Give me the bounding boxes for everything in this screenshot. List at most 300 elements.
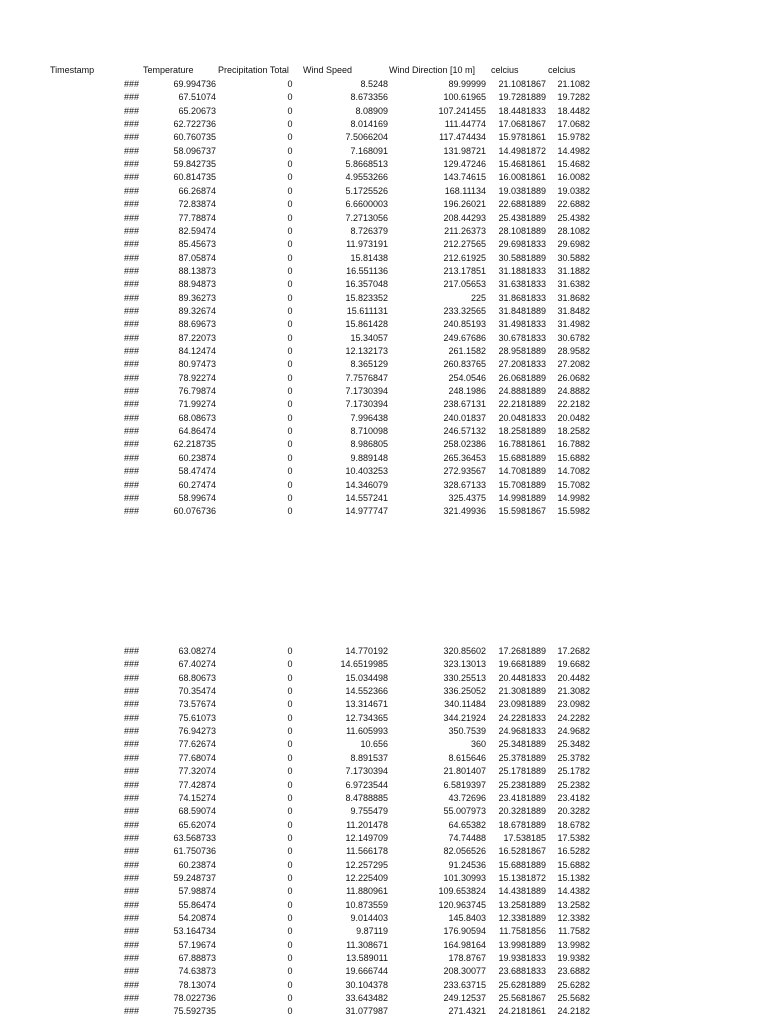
cell-wind-speed: 11.566178 [346, 846, 388, 857]
cell-temperature: 71.99274 [178, 399, 216, 410]
header-timestamp: Timestamp [50, 65, 95, 75]
cell-timestamp: ### [124, 1006, 140, 1017]
cell-wind-direction: 208.30077 [443, 966, 486, 977]
cell-wind-direction: 89.99999 [448, 79, 486, 89]
cell-temperature: 67.51074 [178, 92, 216, 103]
cell-temperature: 66.26874 [178, 185, 216, 196]
cell-precipitation: 0 [287, 872, 293, 883]
cell-precipitation: 0 [287, 252, 293, 263]
cell-temperature: 60.760735 [173, 132, 216, 143]
table-row [0, 805, 768, 818]
cell-precipitation: 0 [287, 399, 293, 410]
cell-timestamp: ### [124, 739, 140, 750]
cell-precipitation: 0 [287, 966, 293, 977]
cell-timestamp: ### [124, 779, 140, 790]
cell-temperature: 78.022736 [173, 993, 216, 1004]
cell-celcius-2: 15.4682 [557, 159, 590, 170]
cell-celcius-2: 15.5982 [557, 506, 590, 517]
cell-precipitation: 0 [287, 806, 293, 817]
table-row [0, 885, 768, 898]
cell-timestamp: ### [124, 439, 140, 450]
cell-timestamp: ### [124, 899, 140, 910]
cell-temperature: 72.83874 [178, 199, 216, 210]
cell-celcius-2: 21.1082 [557, 79, 590, 89]
cell-precipitation: 0 [287, 199, 293, 210]
cell-wind-direction: 107.241455 [438, 105, 486, 116]
cell-temperature: 68.08673 [178, 412, 216, 423]
cell-wind-speed: 11.605993 [346, 726, 388, 737]
table-row [0, 278, 768, 291]
table-row [0, 292, 768, 305]
cell-timestamp: ### [124, 105, 140, 116]
cell-celcius-2: 19.0382 [557, 185, 590, 196]
cell-timestamp: ### [124, 686, 140, 697]
cell-precipitation: 0 [287, 492, 293, 503]
cell-celcius-1: 11.7581856 [499, 926, 546, 937]
cell-timestamp: ### [124, 452, 140, 463]
cell-celcius-1: 21.3081889 [498, 686, 546, 697]
cell-temperature: 88.13873 [178, 265, 216, 276]
table-row [0, 738, 768, 751]
cell-celcius-1: 28.9581889 [498, 346, 546, 356]
cell-celcius-2: 18.2582 [557, 426, 590, 437]
cell-wind-direction: 196.26021 [443, 199, 486, 210]
cell-wind-speed: 7.996438 [350, 412, 388, 423]
cell-wind-direction: 254.0546 [448, 372, 486, 383]
table-row [0, 845, 768, 858]
cell-celcius-2: 21.3082 [557, 686, 590, 697]
cell-celcius-2: 19.7282 [557, 92, 590, 103]
cell-celcius-2: 14.4382 [557, 886, 590, 897]
cell-wind-speed: 15.034498 [345, 672, 388, 683]
cell-celcius-2: 24.2182 [557, 1006, 590, 1017]
cell-timestamp: ### [124, 292, 140, 303]
cell-celcius-1: 15.6881889 [498, 452, 546, 463]
cell-wind-direction: 176.90594 [443, 926, 486, 937]
cell-celcius-1: 31.1881833 [498, 265, 546, 276]
cell-celcius-2: 15.6882 [557, 452, 590, 463]
cell-wind-direction: 320.85602 [443, 646, 486, 656]
table-row [0, 672, 768, 685]
cell-timestamp: ### [124, 506, 140, 517]
cell-precipitation: 0 [287, 913, 293, 923]
cell-celcius-1: 14.9981889 [498, 492, 546, 503]
cell-wind-speed: 8.4788885 [345, 792, 388, 803]
cell-celcius-1: 25.4381889 [498, 212, 546, 223]
cell-precipitation: 0 [287, 846, 293, 857]
cell-celcius-2: 23.0982 [557, 699, 590, 710]
cell-wind-direction: 321.49936 [443, 506, 486, 517]
cell-temperature: 59.248737 [173, 872, 216, 883]
cell-precipitation: 0 [287, 79, 293, 89]
cell-wind-speed: 14.977747 [345, 506, 388, 517]
cell-wind-direction: 213.17851 [443, 265, 486, 276]
cell-precipitation: 0 [287, 859, 293, 870]
table-row [0, 91, 768, 104]
cell-timestamp: ### [124, 913, 140, 923]
cell-wind-speed: 7.1730394 [345, 766, 388, 777]
cell-wind-speed: 14.552366 [345, 686, 388, 697]
cell-temperature: 89.32674 [178, 305, 216, 316]
cell-timestamp: ### [124, 119, 140, 130]
cell-precipitation: 0 [287, 726, 293, 737]
cell-celcius-2: 25.3482 [557, 739, 590, 750]
cell-celcius-1: 25.3481889 [498, 739, 546, 750]
cell-timestamp: ### [124, 132, 140, 143]
cell-timestamp: ### [124, 726, 140, 737]
cell-timestamp: ### [124, 792, 140, 803]
cell-precipitation: 0 [287, 452, 293, 463]
cell-timestamp: ### [124, 159, 140, 170]
cell-wind-speed: 9.755479 [350, 806, 388, 817]
cell-wind-direction: 323.13013 [443, 659, 486, 670]
cell-celcius-1: 14.4381889 [498, 886, 546, 897]
cell-precipitation: 0 [287, 172, 293, 183]
cell-precipitation: 0 [287, 185, 293, 196]
cell-celcius-1: 15.4681861 [498, 159, 546, 170]
cell-wind-speed: 12.734365 [345, 712, 388, 723]
cell-celcius-2: 28.9582 [557, 346, 590, 356]
table-row [0, 832, 768, 845]
cell-wind-direction: 344.21924 [443, 712, 486, 723]
table-row [0, 238, 768, 251]
cell-celcius-2: 19.9382 [557, 953, 590, 964]
table-row [0, 398, 768, 411]
cell-wind-speed: 5.1725526 [345, 185, 388, 196]
cell-precipitation: 0 [287, 739, 293, 750]
cell-temperature: 77.32074 [178, 766, 216, 777]
cell-temperature: 78.92274 [178, 372, 216, 383]
cell-timestamp: ### [124, 319, 140, 330]
cell-celcius-2: 23.6882 [557, 966, 590, 977]
cell-celcius-2: 18.4482 [557, 105, 590, 116]
cell-wind-speed: 9.014403 [350, 913, 388, 923]
cell-temperature: 60.814735 [173, 172, 216, 183]
cell-precipitation: 0 [287, 265, 293, 276]
cell-celcius-2: 31.8482 [557, 305, 590, 316]
cell-timestamp: ### [124, 79, 140, 89]
cell-timestamp: ### [124, 806, 140, 817]
table-row [0, 385, 768, 398]
table-row [0, 452, 768, 465]
cell-celcius-2: 27.2082 [557, 359, 590, 370]
cell-wind-speed: 7.7576847 [345, 372, 388, 383]
cell-temperature: 80.97473 [178, 359, 216, 370]
cell-celcius-2: 15.1382 [557, 872, 590, 883]
cell-wind-direction: 164.98164 [443, 939, 486, 950]
table-row [0, 658, 768, 671]
cell-wind-speed: 11.201478 [346, 819, 388, 830]
cell-celcius-2: 25.2382 [557, 779, 590, 790]
cell-timestamp: ### [124, 172, 140, 183]
cell-celcius-2: 31.8682 [557, 292, 590, 303]
table-row [0, 979, 768, 992]
cell-temperature: 60.23874 [178, 859, 216, 870]
cell-celcius-2: 24.2282 [557, 712, 590, 723]
table-row [0, 792, 768, 805]
table-row [0, 158, 768, 171]
cell-temperature: 61.750736 [173, 846, 216, 857]
table-row [0, 438, 768, 451]
cell-wind-speed: 8.710098 [350, 426, 388, 437]
cell-celcius-1: 21.1081867 [498, 79, 546, 89]
cell-wind-direction: 109.653824 [438, 886, 486, 897]
cell-celcius-2: 31.6382 [557, 279, 590, 290]
cell-precipitation: 0 [287, 159, 293, 170]
cell-precipitation: 0 [287, 659, 293, 670]
cell-wind-direction: 328.67133 [443, 479, 486, 490]
cell-wind-direction: 131.98721 [443, 145, 486, 156]
cell-timestamp: ### [124, 145, 140, 156]
cell-celcius-2: 16.7882 [557, 439, 590, 450]
cell-wind-speed: 10.656 [360, 739, 388, 750]
table-row [0, 992, 768, 1005]
cell-celcius-1: 31.4981833 [498, 319, 546, 330]
cell-precipitation: 0 [287, 819, 293, 830]
cell-celcius-2: 14.7082 [557, 466, 590, 477]
cell-wind-direction: 21.801407 [443, 766, 486, 777]
cell-temperature: 77.68074 [178, 752, 216, 763]
cell-temperature: 68.59074 [178, 806, 216, 817]
cell-celcius-1: 28.1081889 [498, 225, 546, 236]
table-row [0, 345, 768, 358]
cell-timestamp: ### [124, 305, 140, 316]
cell-wind-speed: 19.666744 [345, 966, 388, 977]
cell-wind-speed: 30.104378 [345, 979, 388, 990]
cell-celcius-2: 24.8882 [557, 386, 590, 397]
cell-wind-speed: 12.225409 [345, 872, 388, 883]
cell-precipitation: 0 [287, 466, 293, 477]
cell-precipitation: 0 [287, 319, 293, 330]
cell-precipitation: 0 [287, 899, 293, 910]
cell-celcius-1: 13.2581889 [498, 899, 546, 910]
cell-wind-direction: 100.61965 [443, 92, 486, 103]
table-row [0, 685, 768, 698]
cell-wind-speed: 13.589011 [346, 953, 388, 964]
cell-celcius-2: 26.0682 [557, 372, 590, 383]
cell-timestamp: ### [124, 766, 140, 777]
cell-wind-speed: 11.880961 [346, 886, 388, 897]
table-row [0, 225, 768, 238]
cell-celcius-1: 18.6781889 [498, 819, 546, 830]
cell-celcius-2: 20.4482 [557, 672, 590, 683]
cell-timestamp: ### [124, 399, 140, 410]
cell-wind-direction: 145.8403 [448, 913, 486, 923]
cell-timestamp: ### [124, 492, 140, 503]
cell-celcius-2: 18.6782 [557, 819, 590, 830]
table-row [0, 465, 768, 478]
cell-temperature: 60.27474 [178, 479, 216, 490]
cell-celcius-1: 15.9781861 [498, 132, 546, 143]
cell-wind-direction: 238.67131 [443, 399, 486, 410]
cell-celcius-2: 23.4182 [557, 792, 590, 803]
cell-wind-direction: 233.63715 [443, 979, 486, 990]
table-row [0, 78, 768, 91]
cell-celcius-2: 15.7082 [557, 479, 590, 490]
cell-precipitation: 0 [287, 346, 293, 356]
cell-wind-direction: 82.056526 [443, 846, 486, 857]
header-celcius-2: celcius [548, 65, 576, 75]
cell-temperature: 75.592735 [173, 1006, 216, 1017]
table-row [0, 372, 768, 385]
cell-celcius-1: 19.7281889 [498, 92, 546, 103]
table-row [0, 645, 768, 658]
cell-celcius-1: 15.1381872 [498, 872, 546, 883]
cell-celcius-2: 25.3782 [557, 752, 590, 763]
cell-celcius-1: 25.1781889 [498, 766, 546, 777]
cell-precipitation: 0 [287, 332, 293, 343]
cell-temperature: 82.59474 [178, 225, 216, 236]
cell-celcius-1: 17.2681889 [498, 646, 546, 656]
cell-celcius-1: 25.3781889 [498, 752, 546, 763]
table-row [0, 872, 768, 885]
cell-wind-direction: 129.47246 [443, 159, 486, 170]
cell-celcius-2: 19.6682 [557, 659, 590, 670]
cell-celcius-2: 16.5282 [557, 846, 590, 857]
cell-celcius-1: 29.6981833 [498, 239, 546, 250]
cell-celcius-1: 18.2581889 [498, 426, 546, 437]
cell-celcius-1: 24.2281833 [498, 712, 546, 723]
header-celcius-1: celcius [491, 65, 519, 75]
table-row [0, 185, 768, 198]
table-row [0, 425, 768, 438]
table-row [0, 505, 768, 518]
cell-wind-direction: 233.32565 [443, 305, 486, 316]
cell-celcius-1: 15.7081889 [498, 479, 546, 490]
cell-precipitation: 0 [287, 145, 293, 156]
cell-wind-speed: 9.87119 [356, 926, 388, 937]
cell-precipitation: 0 [287, 212, 293, 223]
cell-wind-speed: 6.9723544 [345, 779, 388, 790]
cell-wind-direction: 211.26373 [444, 225, 486, 236]
cell-wind-speed: 14.770192 [345, 646, 388, 656]
cell-timestamp: ### [124, 225, 140, 236]
cell-precipitation: 0 [287, 305, 293, 316]
table-row [0, 899, 768, 912]
table-row [0, 479, 768, 492]
cell-precipitation: 0 [287, 439, 293, 450]
cell-wind-direction: 249.67686 [443, 332, 486, 343]
cell-celcius-2: 30.5882 [557, 252, 590, 263]
cell-timestamp: ### [124, 712, 140, 723]
cell-wind-direction: 55.007973 [443, 806, 486, 817]
table-row [0, 725, 768, 738]
table-row [0, 912, 768, 925]
cell-timestamp: ### [124, 846, 140, 857]
cell-temperature: 74.63873 [178, 966, 216, 977]
cell-celcius-2: 17.5382 [557, 832, 590, 843]
cell-celcius-1: 24.8881889 [498, 386, 546, 397]
cell-celcius-2: 29.6982 [557, 239, 590, 250]
cell-wind-direction: 168.11134 [444, 185, 486, 196]
cell-celcius-1: 24.2181861 [498, 1006, 546, 1017]
cell-wind-speed: 8.673356 [350, 92, 388, 103]
cell-wind-speed: 8.014169 [350, 119, 388, 130]
cell-celcius-1: 30.5881889 [498, 252, 546, 263]
cell-wind-direction: 91.24536 [448, 859, 486, 870]
table-row [0, 198, 768, 211]
cell-precipitation: 0 [287, 119, 293, 130]
cell-celcius-2: 31.4982 [557, 319, 590, 330]
cell-wind-direction: 272.93567 [443, 466, 486, 477]
cell-celcius-1: 23.0981889 [498, 699, 546, 710]
cell-celcius-1: 17.538185 [503, 832, 546, 843]
cell-timestamp: ### [124, 872, 140, 883]
cell-wind-direction: 212.27565 [443, 239, 486, 250]
cell-temperature: 65.20673 [178, 105, 216, 116]
cell-wind-direction: 350.7539 [448, 726, 486, 737]
cell-wind-speed: 7.5066204 [345, 132, 388, 143]
table-row [0, 212, 768, 225]
cell-precipitation: 0 [287, 506, 293, 517]
cell-timestamp: ### [124, 953, 140, 964]
cell-timestamp: ### [124, 426, 140, 437]
cell-wind-speed: 6.6600003 [345, 199, 388, 210]
cell-temperature: 77.78874 [178, 212, 216, 223]
cell-wind-speed: 8.986805 [350, 439, 388, 450]
cell-precipitation: 0 [287, 412, 293, 423]
cell-wind-speed: 8.08909 [355, 105, 388, 116]
cell-celcius-1: 25.2381889 [498, 779, 546, 790]
cell-wind-speed: 16.551136 [346, 265, 388, 276]
cell-celcius-2: 22.6882 [557, 199, 590, 210]
cell-wind-speed: 5.8668513 [345, 159, 388, 170]
cell-precipitation: 0 [287, 239, 293, 250]
cell-precipitation: 0 [287, 953, 293, 964]
cell-temperature: 70.35474 [178, 686, 216, 697]
cell-wind-direction: 43.72696 [448, 792, 486, 803]
cell-celcius-2: 31.1882 [557, 265, 590, 276]
cell-timestamp: ### [124, 252, 140, 263]
cell-temperature: 55.86474 [178, 899, 216, 910]
cell-celcius-1: 14.7081889 [498, 466, 546, 477]
cell-celcius-2: 25.5682 [557, 993, 590, 1004]
cell-precipitation: 0 [287, 372, 293, 383]
cell-temperature: 67.40274 [178, 659, 216, 670]
cell-precipitation: 0 [287, 292, 293, 303]
cell-wind-direction: 258.02386 [443, 439, 486, 450]
cell-celcius-1: 17.0681867 [498, 119, 546, 130]
cell-temperature: 59.842735 [173, 159, 216, 170]
cell-temperature: 75.61073 [178, 712, 216, 723]
cell-wind-speed: 15.611131 [346, 305, 388, 316]
table-row [0, 305, 768, 318]
cell-precipitation: 0 [287, 699, 293, 710]
cell-wind-direction: 261.1582 [448, 346, 486, 356]
cell-celcius-1: 30.6781833 [498, 332, 546, 343]
cell-wind-speed: 10.403253 [345, 466, 388, 477]
cell-wind-speed: 15.823352 [345, 292, 388, 303]
table-row [0, 965, 768, 978]
cell-temperature: 87.05874 [178, 252, 216, 263]
cell-celcius-1: 26.0681889 [498, 372, 546, 383]
cell-wind-speed: 8.365129 [350, 359, 388, 370]
cell-celcius-1: 16.0081861 [498, 172, 546, 183]
cell-wind-speed: 12.257295 [345, 859, 388, 870]
cell-celcius-2: 13.9982 [557, 939, 590, 950]
cell-precipitation: 0 [287, 1006, 293, 1017]
cell-wind-speed: 14.6519985 [340, 659, 388, 670]
cell-wind-direction: 249.12537 [443, 993, 486, 1004]
cell-celcius-2: 16.0082 [557, 172, 590, 183]
cell-timestamp: ### [124, 926, 140, 937]
cell-timestamp: ### [124, 332, 140, 343]
cell-wind-direction: 8.615646 [448, 752, 486, 763]
cell-timestamp: ### [124, 92, 140, 103]
cell-precipitation: 0 [287, 686, 293, 697]
cell-wind-speed: 11.973191 [346, 239, 388, 250]
cell-timestamp: ### [124, 412, 140, 423]
